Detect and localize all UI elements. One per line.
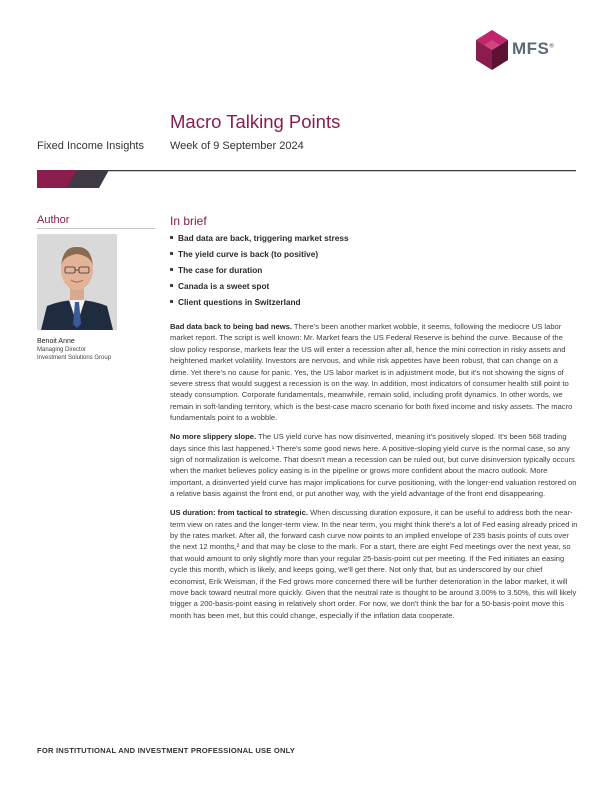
list-item: Canada is a sweet spot bbox=[170, 280, 349, 296]
author-title: Managing Director bbox=[37, 347, 87, 353]
list-item: Bad data are back, triggering market stress bbox=[170, 232, 349, 248]
list-item: Client questions in Switzerland bbox=[170, 296, 349, 312]
bullet-icon bbox=[170, 252, 173, 255]
bullet-icon bbox=[170, 268, 173, 271]
publication-week: Week of 9 September 2024 bbox=[170, 140, 304, 152]
in-brief-heading: In brief bbox=[170, 214, 207, 228]
mfs-logo bbox=[472, 28, 582, 72]
paragraph-duration: US duration: from tactical to strategic. When discussing duration exposure, it can be useful to address both the near-term view on rates and the longer-term view. In the near term, you might think there's a lot of Fed easing already priced in by the rates market. After all, the forward cash curve now points to an implied envelope of 235 basis points of cuts over the next 12 months,² and that may be close to the mark. For a start, there are eight Fed meetings over the next year, so that would amount to only slightly more than your regular 25-basis-point cut per meeting. If the Fed initiates an easing cycle this month, which is likely, and keeps going, we'll get there. Not only that, but as underscored by our chief economist, Erik Weisman, if the Fed grows more concerned there will be further deterioration in the labor market, it will move back toward neutral more quickly. Given that the neutral rate is thought to be around 3.00% to 3.50%, this will likely trigger a 200-basis-point easing in relatively short order. For now, we don't think the bar for a 50-basis-point move this month has been met, but this could change, especially if the inflation data cooperate. bbox=[170, 508, 578, 620]
in-brief-list bbox=[170, 232, 349, 312]
article-body bbox=[170, 321, 578, 629]
logo-text: MFS® bbox=[512, 39, 555, 58]
footer-disclaimer: FOR INSTITUTIONAL AND INVESTMENT PROFESSIONAL USE ONLY bbox=[37, 746, 296, 755]
page-title: Macro Talking Points bbox=[170, 111, 341, 132]
bullet-icon bbox=[170, 300, 173, 303]
author-divider bbox=[37, 228, 155, 229]
author-name: Benoit Anne bbox=[37, 338, 75, 345]
author-role bbox=[37, 346, 147, 362]
author-group: Investment Solutions Group bbox=[37, 355, 112, 361]
author-heading: Author bbox=[37, 214, 70, 226]
bullet-icon bbox=[170, 284, 173, 287]
header-band bbox=[37, 170, 576, 188]
paragraph-bad-data: Bad data back to being bad news. There's been another market wobble, it seems, following the mediocre US labor market report. The script is well known: Mr. Market fears the US Federal Reserve is behind the curve. Because of the slow policy response, markets fear the US will enter a recession after all, hence the mini correction in risky assets and heightened market volatility. Investors are nervous, and while risk appetites have been robust, that can change on a dime. Yet there's no cause for panic. Yes, the US labor market is in adjustment mode, but it's not showing the signs of severe stress that would suggest a recession is on the way. In addition, most indicators of consumer health still point to steady consumption. Corporate fundamentals, meanwhile, remain solid, including profit dynamics. In other words, we remain in soft-landing territory, which is the best-case macro scenario for both fixed income and risky assets. The macro fundamentals point to a wobble. bbox=[170, 322, 573, 423]
bullet-icon bbox=[170, 236, 173, 239]
list-item: The yield curve is back (to positive) bbox=[170, 248, 349, 264]
paragraph-yield-curve: No more slippery slope. The US yield curve has now disinverted, meaning it's positively sloped. It's been 568 trading days since this last happened.¹ There's some good news here. A positive-sloping yield curve is the normal case, so any sign of normalization is welcome. That doesn't mean a recession can be ruled out, but curve disinversion typically occurs when the market believes policy easing is in the pipeline or grows more confident about the macro outlook. More important, a disinverted yield curve has major implications for curve positioning, with the longer-end valuation restored on a relative basis against the front end, or put another way, with the yield advantage of the front end disappearing. bbox=[170, 432, 577, 499]
mfs-logo-mark bbox=[472, 28, 512, 72]
series-name: Fixed Income Insights bbox=[37, 140, 144, 152]
list-item: The case for duration bbox=[170, 264, 349, 280]
author-photo bbox=[37, 234, 117, 330]
